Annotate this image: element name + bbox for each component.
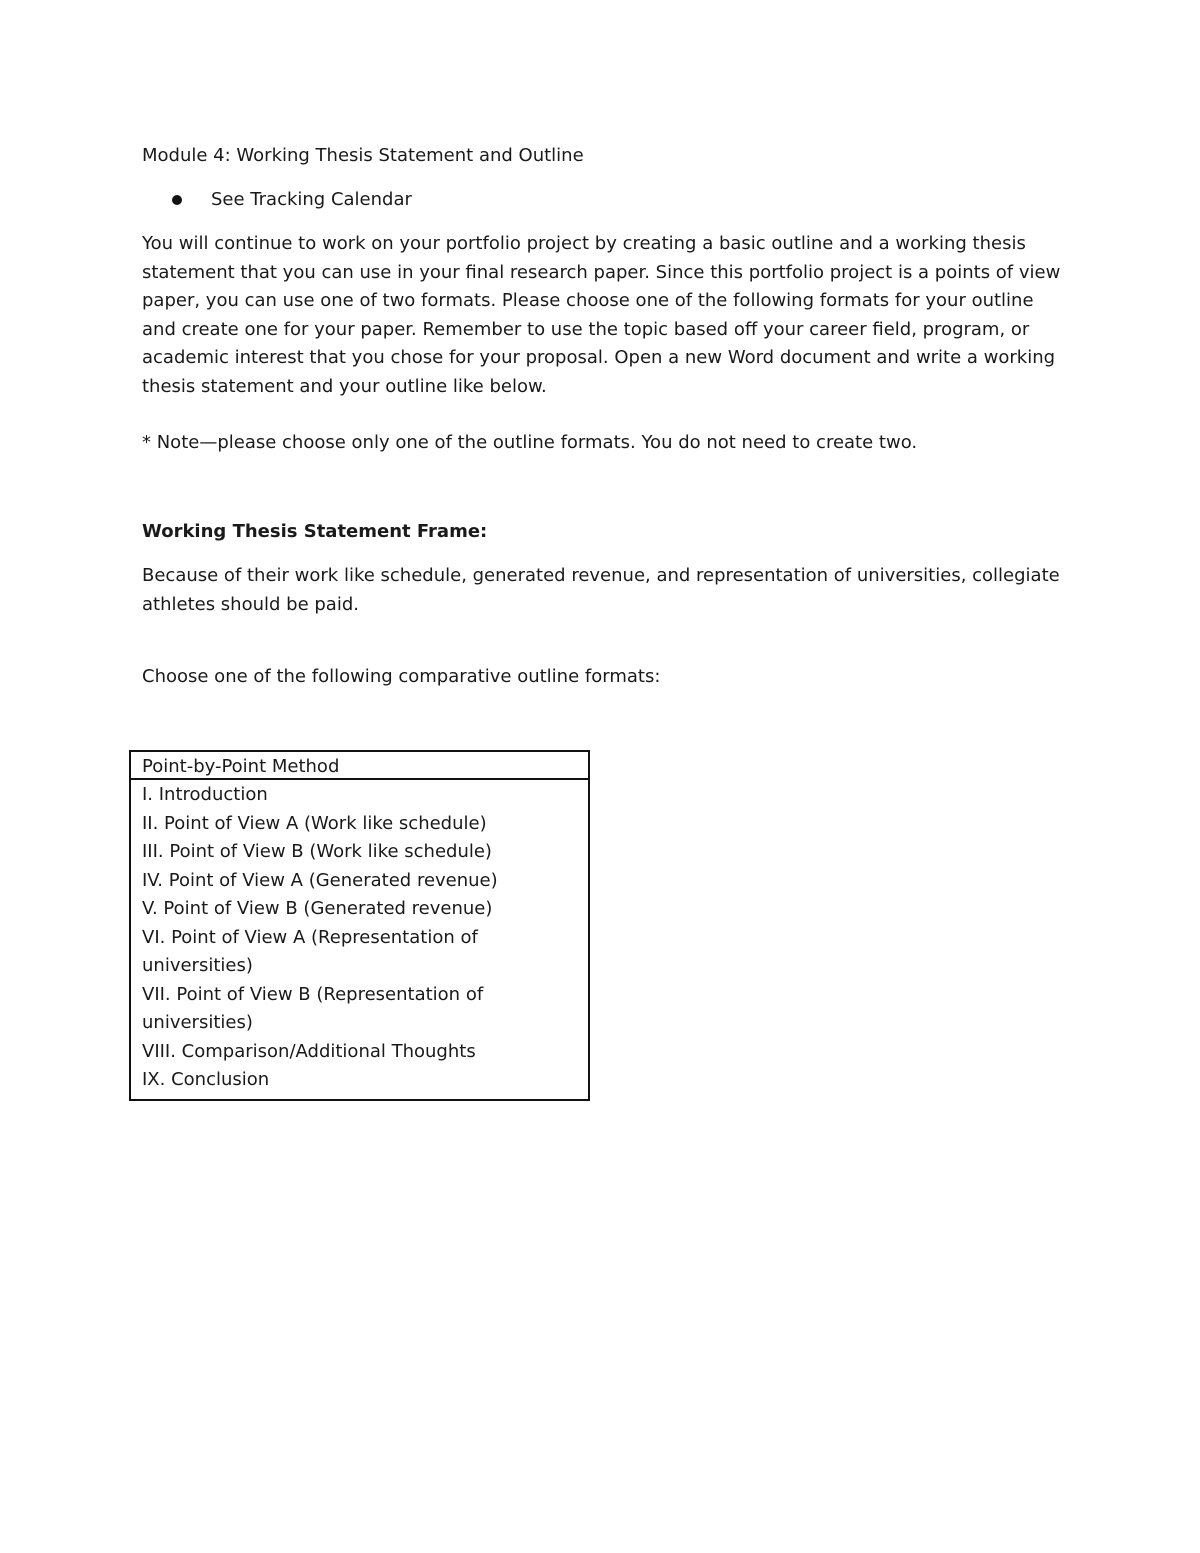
outline-item: VIII. Comparison/Additional Thoughts (142, 1040, 476, 1062)
outline-item: I. Introduction (142, 784, 268, 805)
thesis-heading: Working Thesis Statement Frame: (142, 521, 488, 542)
bullet-text: See Tracking Calendar (211, 189, 412, 210)
thesis-statement: Because of their work like schedule, generated revenue, and representation of universities, collegiate athletes should be paid. (142, 565, 1060, 615)
outline-item: VI. Point of View A (Representation of universities) (142, 926, 478, 976)
outline-item: II. Point of View A (Work like schedule) (142, 812, 487, 834)
outline-table (129, 750, 590, 1101)
outline-item: VII. Point of View B (Representation of universities) (142, 983, 484, 1033)
outline-table-body (131, 780, 588, 1099)
choose-format-text: Choose one of the following comparative outline formats: (142, 666, 661, 687)
outline-item: IV. Point of View A (Generated revenue) (142, 869, 498, 891)
bullet-icon (172, 195, 182, 205)
outline-item: IX. Conclusion (142, 1069, 270, 1090)
bullet-item (172, 187, 412, 213)
note-paragraph: * Note—please choose only one of the outline formats. You do not need to create two. (142, 432, 918, 453)
outline-table-header: Point-by-Point Method (131, 752, 588, 780)
outline-item: V. Point of View B (Generated revenue) (142, 898, 493, 919)
outline-item: III. Point of View B (Work like schedule) (142, 841, 492, 862)
intro-paragraph: You will continue to work on your portfolio project by creating a basic outline and a working thesis statement that you can use in your final research paper. Since this portfolio project is a points of view paper, you can use one of two formats. Please choose one of the following formats for your outline and create one for your paper. Remember to use the topic based off your career field, program, or academic interest that you chose for your proposal. Open a new Word document and write a working thesis statement and your outline like below. (142, 233, 1061, 397)
document-title: Module 4: Working Thesis Statement and Outline (142, 145, 584, 166)
